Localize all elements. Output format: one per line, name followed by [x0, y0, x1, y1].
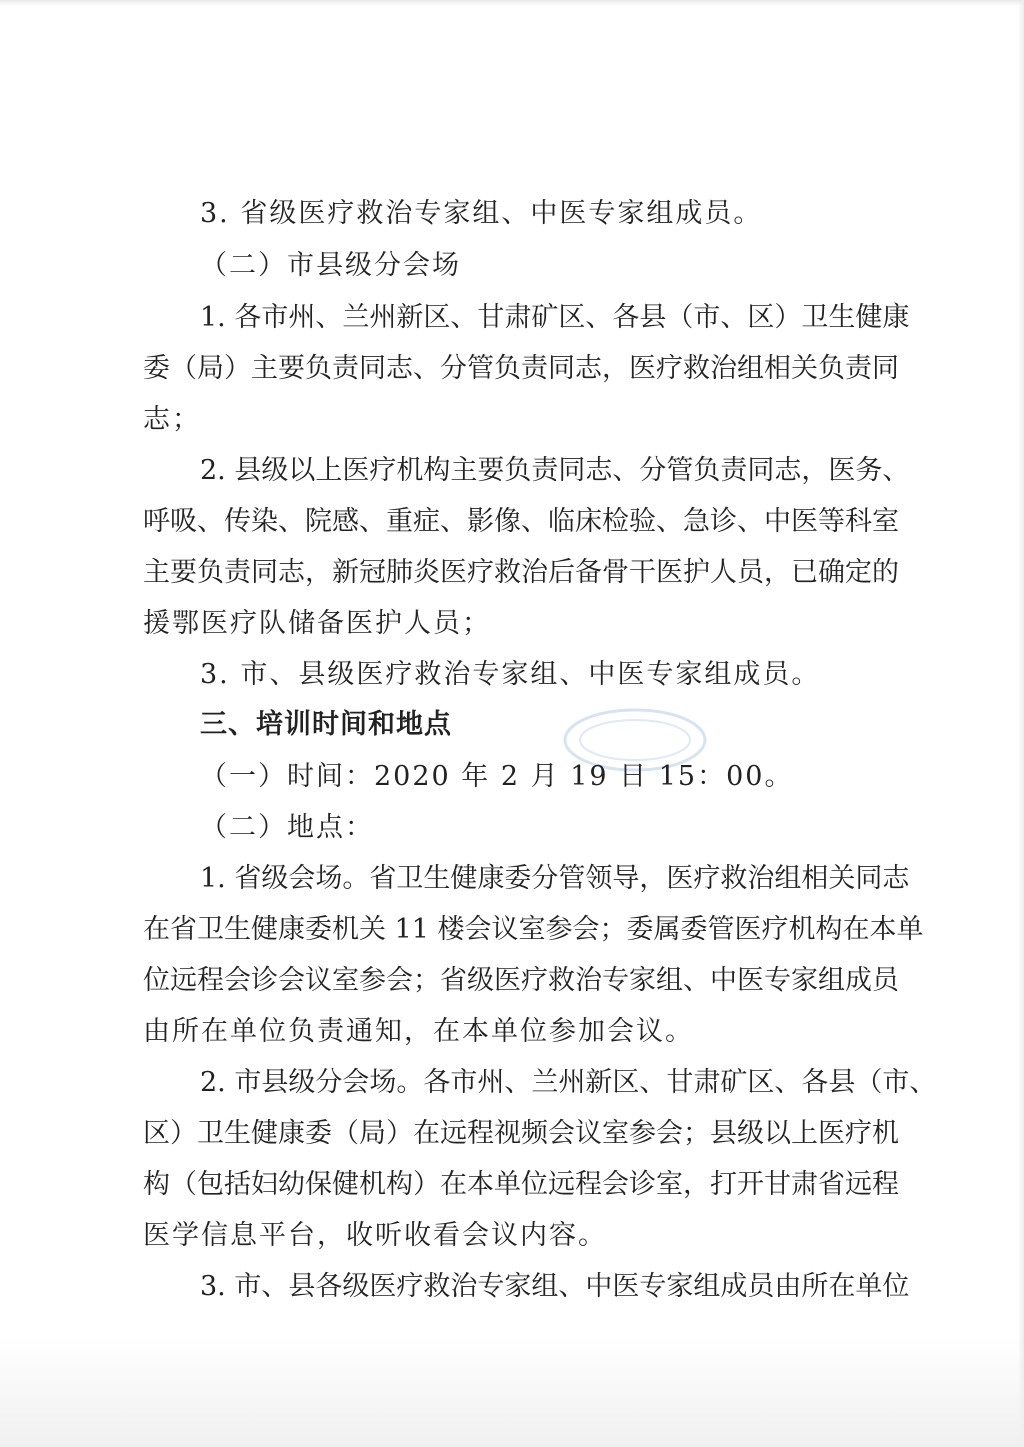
section-heading-city-county-venue: （二）市县级分会场: [200, 250, 461, 281]
paragraph-line: 在省卫生健康委机关 11 楼会议室参会；委属委管医疗机构在本单: [143, 914, 924, 945]
paragraph-line: 援鄂医疗队储备医护人员；: [143, 608, 491, 639]
paragraph-line: 由所在单位负责通知，在本单位参加会议。: [143, 1016, 694, 1047]
paragraph-line: 1. 各市州、兰州新区、甘肃矿区、各县（市、区）卫生健康: [200, 302, 910, 333]
subheading-location: （二）地点：: [200, 812, 374, 843]
paragraph-line: 区）卫生健康委（局）在远程视频会议室参会；县级以上医疗机: [143, 1118, 899, 1149]
scan-edge-right: [1018, 0, 1024, 1447]
paragraph-line: 3. 市、县各级医疗救治专家组、中医专家组成员由所在单位: [200, 1271, 910, 1302]
paragraph-line: 志；: [143, 404, 201, 435]
paragraph-line: 位远程会诊会议室参会；省级医疗救治专家组、中医专家组成员: [143, 965, 899, 996]
scan-edge-bottom: [0, 1337, 1024, 1447]
list-item-city-county-experts: 3. 市、县级医疗救治专家组、中医专家组成员。: [200, 659, 821, 690]
paragraph-line: 1. 省级会场。省卫生健康委分管领导，医疗救治组相关同志: [200, 863, 910, 894]
paragraph-line: 委（局）主要负责同志、分管负责同志，医疗救治组相关负责同: [143, 353, 899, 384]
list-item-provincial-experts: 3. 省级医疗救治专家组、中医专家组成员。: [200, 198, 763, 229]
section-heading-time-and-place: 三、培训时间和地点: [200, 709, 452, 740]
paragraph-line: 2. 县级以上医疗机构主要负责同志、分管负责同志，医务、: [200, 455, 910, 486]
paragraph-line: 主要负责同志，新冠肺炎医疗救治后备骨干医护人员，已确定的: [143, 557, 899, 588]
paragraph-line: 呼吸、传染、院感、重症、影像、临床检验、急诊、中医等科室: [143, 506, 899, 537]
paragraph-line: 医学信息平台，收听收看会议内容。: [143, 1220, 607, 1251]
paragraph-line: 2. 市县级分会场。各市州、兰州新区、甘肃矿区、各县（市、: [200, 1067, 937, 1098]
training-time: （一）时间：2020 年 2 月 19 日 15：00。: [200, 761, 794, 792]
paragraph-line: 构（包括妇幼保健机构）在本单位远程会诊室，打开甘肃省远程: [143, 1169, 899, 1200]
scan-edge-top: [0, 0, 1024, 6]
